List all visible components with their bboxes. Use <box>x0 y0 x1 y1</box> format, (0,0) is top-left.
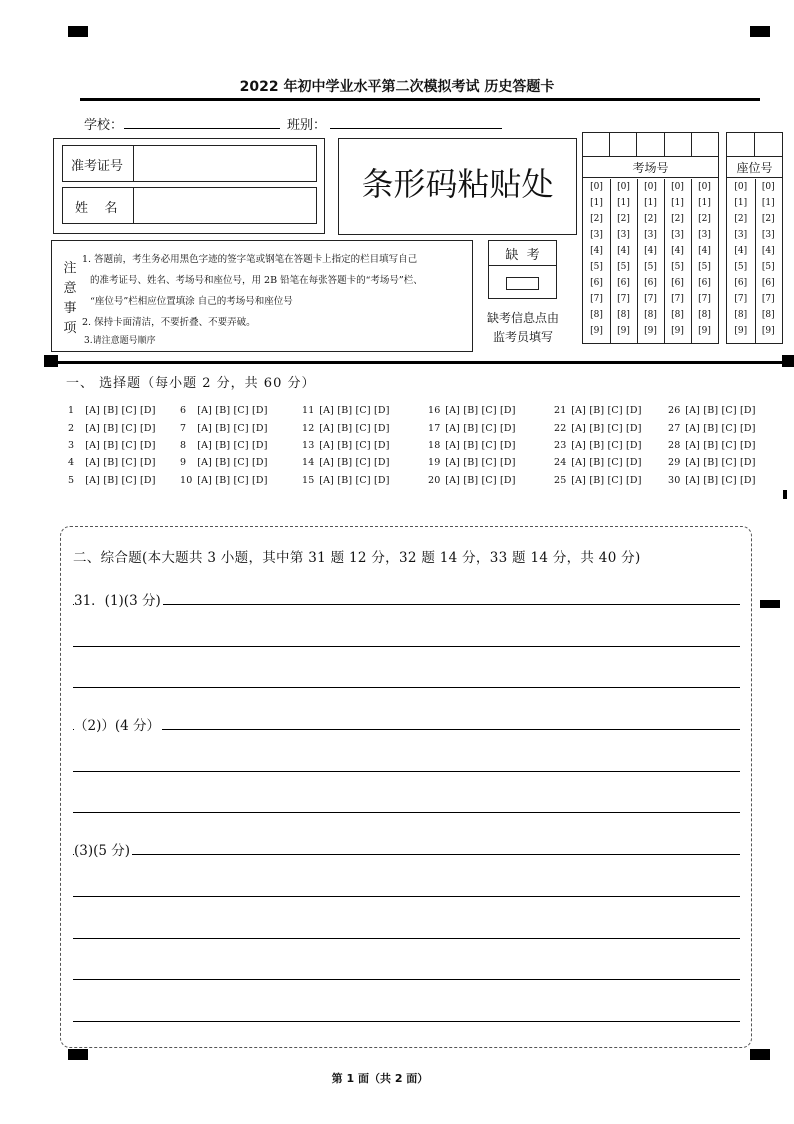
name-field[interactable] <box>62 187 317 224</box>
notice-line: 的准考证号、姓名、考场号和座位号，用 2B 铅笔在每张答题卡的“考场号”栏、 <box>90 275 423 286</box>
exam-number-label: 准考证号 <box>71 159 124 174</box>
digit-column <box>755 179 783 343</box>
mcq-options[interactable]: [A] [B] [C] [D] <box>568 423 642 434</box>
absent-rule <box>489 265 556 266</box>
absent-checkbox[interactable] <box>506 277 539 290</box>
mcq-item[interactable] <box>180 405 268 416</box>
write-cell[interactable] <box>692 133 718 156</box>
mcq-options[interactable]: [A] [B] [C] [D] <box>316 475 390 486</box>
name-label: 姓 名 <box>75 201 118 216</box>
answer-line[interactable] <box>73 646 740 647</box>
mcq-number: 13 <box>302 440 315 451</box>
digit-bubble[interactable]: [4] <box>761 246 775 256</box>
mcq-item[interactable] <box>554 440 642 451</box>
registration-mark <box>750 26 770 37</box>
mcq-options[interactable]: [A] [B] [C] [D] <box>82 423 156 434</box>
seat-write-cells[interactable] <box>727 133 782 157</box>
mcq-number: 16 <box>428 405 441 416</box>
digit-bubble[interactable]: [0] <box>734 182 748 192</box>
mcq-number: 21 <box>554 405 567 416</box>
mcq-number: 6 <box>180 405 187 416</box>
section-divider <box>44 361 794 364</box>
notice-char: 项 <box>63 321 77 336</box>
mcq-options[interactable]: [A] [B] [C] [D] <box>442 457 516 468</box>
mcq-item[interactable] <box>428 423 516 434</box>
barcode-area <box>338 138 577 235</box>
mcq-item[interactable] <box>428 475 516 486</box>
mcq-number: 9 <box>180 457 187 468</box>
name-divider <box>133 188 134 223</box>
registration-mark <box>68 1049 88 1060</box>
notice-char: 注 <box>63 261 77 276</box>
mcq-number: 2 <box>68 423 75 434</box>
notice-char: 事 <box>63 301 77 316</box>
mcq-number: 7 <box>180 423 187 434</box>
room-write-cells[interactable] <box>583 133 718 157</box>
mcq-options[interactable]: [A] [B] [C] [D] <box>194 405 268 416</box>
seat-bubbles <box>727 179 782 343</box>
digit-bubble[interactable]: [4] <box>644 246 657 256</box>
digit-bubble[interactable]: [8] <box>617 310 630 320</box>
answer-line[interactable] <box>73 729 740 730</box>
mcq-options[interactable]: [A] [B] [C] [D] <box>568 475 642 486</box>
mcq-number: 23 <box>554 440 567 451</box>
answer-line[interactable] <box>73 771 740 772</box>
digit-column <box>583 179 611 343</box>
digit-bubble[interactable]: [8] <box>734 310 748 320</box>
digit-bubble[interactable]: [5] <box>761 262 775 272</box>
class-label: 班别： <box>287 118 327 133</box>
digit-bubble[interactable]: [2] <box>671 214 684 224</box>
digit-bubble[interactable]: [0] <box>617 182 630 192</box>
room-label-rule <box>583 177 718 178</box>
q31-part3-label: (3)(5 分) <box>74 839 132 859</box>
notice-line: 3.请注意题号顺序 <box>84 336 156 346</box>
seat-label: 座位号 <box>736 161 773 175</box>
mcq-number: 28 <box>668 440 681 451</box>
digit-column <box>727 179 756 343</box>
mcq-item[interactable] <box>180 457 268 468</box>
mcq-item[interactable] <box>554 475 642 486</box>
mcq-item[interactable] <box>302 423 390 434</box>
mcq-item[interactable] <box>668 423 756 434</box>
mcq-item[interactable] <box>68 405 156 416</box>
mcq-options[interactable]: [A] [B] [C] [D] <box>442 475 516 486</box>
digit-bubble[interactable]: [4] <box>698 246 711 256</box>
registration-mark <box>68 26 88 37</box>
page-footer: 第 1 面（共 2 面） <box>331 1072 429 1085</box>
digit-bubble[interactable]: [7] <box>671 294 684 304</box>
mcq-options[interactable]: [A] [B] [C] [D] <box>316 457 390 468</box>
page-title: 2022 年初中学业水平第二次模拟考试 历史答题卡 <box>239 79 555 95</box>
digit-bubble[interactable]: [3] <box>698 230 711 240</box>
absent-box <box>488 240 557 299</box>
answer-line[interactable] <box>73 938 740 939</box>
mcq-item[interactable] <box>428 457 516 468</box>
digit-bubble[interactable]: [1] <box>698 198 711 208</box>
answer-line[interactable] <box>73 604 740 605</box>
digit-bubble[interactable]: [2] <box>734 214 748 224</box>
digit-bubble[interactable]: [3] <box>734 230 748 240</box>
write-cell[interactable] <box>610 133 637 156</box>
mcq-number: 10 <box>180 475 193 486</box>
q31-part1-label: 31．(1)(3 分) <box>74 589 163 609</box>
digit-bubble[interactable]: [9] <box>734 326 748 336</box>
mcq-item[interactable] <box>668 475 756 486</box>
digit-bubble[interactable]: [0] <box>590 182 603 192</box>
mcq-item[interactable] <box>668 440 756 451</box>
digit-bubble[interactable]: [9] <box>671 326 684 336</box>
mcq-item[interactable] <box>668 457 756 468</box>
digit-bubble[interactable]: [5] <box>644 262 657 272</box>
digit-bubble[interactable]: [0] <box>698 182 711 192</box>
digit-bubble[interactable]: [1] <box>761 198 775 208</box>
answer-line[interactable] <box>73 854 740 855</box>
digit-bubble[interactable]: [6] <box>734 278 748 288</box>
digit-bubble[interactable]: [4] <box>617 246 630 256</box>
digit-bubble[interactable]: [1] <box>671 198 684 208</box>
mcq-options[interactable]: [A] [B] [C] [D] <box>194 423 268 434</box>
mcq-number: 14 <box>302 457 315 468</box>
notice-line: 1. 答题前，考生务必用黑色字迹的签字笔或钢笔在答题卡上指定的栏目填写自己 <box>82 254 418 265</box>
answer-line[interactable] <box>73 687 740 688</box>
mcq-number: 4 <box>68 457 75 468</box>
digit-bubble[interactable]: [3] <box>644 230 657 240</box>
notice-line: “座位号”栏相应位置填涂 自己的考场号和座位号 <box>90 296 293 307</box>
digit-bubble[interactable]: [5] <box>734 262 748 272</box>
mcq-options[interactable]: [A] [B] [C] [D] <box>82 475 156 486</box>
digit-bubble[interactable]: [6] <box>698 278 711 288</box>
digit-bubble[interactable]: [0] <box>761 182 775 192</box>
mcq-options[interactable]: [A] [B] [C] [D] <box>194 475 268 486</box>
digit-bubble[interactable]: [6] <box>617 278 630 288</box>
digit-bubble[interactable]: [1] <box>734 198 748 208</box>
mcq-options[interactable]: [A] [B] [C] [D] <box>682 475 756 486</box>
digit-bubble[interactable]: [6] <box>644 278 657 288</box>
digit-bubble[interactable]: [9] <box>698 326 711 336</box>
mcq-number: 19 <box>428 457 441 468</box>
mcq-item[interactable] <box>554 423 642 434</box>
mcq-options[interactable]: [A] [B] [C] [D] <box>568 440 642 451</box>
section2-title: 二、综合题(本大题共 3 小题，其中第 31 题 12 分，32 题 14 分，33 题 14 分，共 40 分) <box>73 550 641 566</box>
mcq-number: 29 <box>668 457 681 468</box>
mcq-number: 8 <box>180 440 187 451</box>
digit-bubble[interactable]: [5] <box>671 262 684 272</box>
digit-bubble[interactable]: [0] <box>671 182 684 192</box>
digit-bubble[interactable]: [3] <box>761 230 775 240</box>
mcq-number: 27 <box>668 423 681 434</box>
answer-line[interactable] <box>73 979 740 980</box>
digit-bubble[interactable]: [8] <box>698 310 711 320</box>
mcq-item[interactable] <box>302 405 390 416</box>
digit-bubble[interactable]: [2] <box>590 214 603 224</box>
mcq-item[interactable] <box>554 405 642 416</box>
digit-bubble[interactable]: [7] <box>617 294 630 304</box>
mcq-item[interactable] <box>180 423 268 434</box>
notice-text <box>82 249 468 350</box>
seat-grid <box>726 132 783 344</box>
digit-bubble[interactable]: [8] <box>761 310 775 320</box>
mcq-options[interactable]: [A] [B] [C] [D] <box>82 457 156 468</box>
seat-label-rule <box>727 177 782 178</box>
mcq-options[interactable]: [A] [B] [C] [D] <box>682 423 756 434</box>
digit-bubble[interactable]: [8] <box>644 310 657 320</box>
digit-bubble[interactable]: [3] <box>671 230 684 240</box>
digit-bubble[interactable]: [6] <box>761 278 775 288</box>
notice-line: 2. 保持卡面清洁，不要折叠、不要弄破。 <box>82 317 256 328</box>
digit-bubble[interactable]: [8] <box>590 310 603 320</box>
mcq-item[interactable] <box>428 405 516 416</box>
barcode-label: 条形码粘贴处 <box>361 165 554 203</box>
digit-bubble[interactable]: [7] <box>734 294 748 304</box>
digit-bubble[interactable]: [4] <box>671 246 684 256</box>
mcq-number: 12 <box>302 423 315 434</box>
mcq-item[interactable] <box>180 440 268 451</box>
mcq-item[interactable] <box>554 457 642 468</box>
mcq-options[interactable]: [A] [B] [C] [D] <box>82 405 156 416</box>
school-field[interactable] <box>84 114 123 133</box>
digit-column <box>691 179 718 343</box>
mcq-options[interactable]: [A] [B] [C] [D] <box>442 440 516 451</box>
digit-bubble[interactable]: [2] <box>698 214 711 224</box>
school-label: 学校： <box>84 118 124 133</box>
mcq-item[interactable] <box>668 405 756 416</box>
mcq-number: 3 <box>68 440 75 451</box>
mcq-options[interactable]: [A] [B] [C] [D] <box>682 405 756 416</box>
digit-bubble[interactable]: [4] <box>590 246 603 256</box>
digit-bubble[interactable]: [9] <box>644 326 657 336</box>
digit-bubble[interactable]: [6] <box>671 278 684 288</box>
mcq-number: 22 <box>554 423 567 434</box>
digit-bubble[interactable]: [1] <box>644 198 657 208</box>
mcq-item[interactable] <box>302 475 390 486</box>
mcq-number: 5 <box>68 475 75 486</box>
mcq-item[interactable] <box>68 475 156 486</box>
digit-bubble[interactable]: [3] <box>617 230 630 240</box>
write-cell[interactable] <box>727 133 755 156</box>
mcq-item[interactable] <box>68 440 156 451</box>
absent-label: 缺 考 <box>505 248 540 263</box>
registration-mark <box>760 600 780 608</box>
notice-char: 意 <box>63 281 77 296</box>
digit-bubble[interactable]: [3] <box>590 230 603 240</box>
exam-number-field[interactable] <box>62 145 317 182</box>
digit-bubble[interactable]: [9] <box>590 326 603 336</box>
digit-column <box>664 179 692 343</box>
exam-number-divider <box>133 146 134 181</box>
mcq-options[interactable]: [A] [B] [C] [D] <box>82 440 156 451</box>
mcq-number: 25 <box>554 475 567 486</box>
digit-bubble[interactable]: [2] <box>761 214 775 224</box>
mcq-number: 18 <box>428 440 441 451</box>
digit-bubble[interactable]: [5] <box>590 262 603 272</box>
mcq-options[interactable]: [A] [B] [C] [D] <box>316 405 390 416</box>
digit-bubble[interactable]: [4] <box>734 246 748 256</box>
class-underline <box>330 128 502 129</box>
digit-bubble[interactable]: [9] <box>761 326 775 336</box>
digit-bubble[interactable]: [7] <box>698 294 711 304</box>
mcq-number: 15 <box>302 475 315 486</box>
mcq-number: 11 <box>302 405 315 416</box>
q31-part2-label: （2)）(4 分） <box>74 714 162 734</box>
digit-bubble[interactable]: [2] <box>644 214 657 224</box>
mcq-item[interactable] <box>68 457 156 468</box>
mcq-number: 1 <box>68 405 75 416</box>
mcq-options[interactable]: [A] [B] [C] [D] <box>316 440 390 451</box>
write-cell[interactable] <box>637 133 664 156</box>
digit-bubble[interactable]: [9] <box>617 326 630 336</box>
write-cell[interactable] <box>583 133 610 156</box>
mcq-options[interactable]: [A] [B] [C] [D] <box>442 405 516 416</box>
section1-title: 一、 选择题（每小题 2 分，共 60 分） <box>66 376 316 391</box>
answer-line[interactable] <box>73 1021 740 1022</box>
write-cell[interactable] <box>755 133 782 156</box>
answer-line[interactable] <box>73 812 740 813</box>
digit-bubble[interactable]: [7] <box>761 294 775 304</box>
mcq-options[interactable]: [A] [B] [C] [D] <box>442 423 516 434</box>
notice-side-label <box>62 259 78 339</box>
digit-bubble[interactable]: [2] <box>617 214 630 224</box>
mcq-options[interactable]: [A] [B] [C] [D] <box>568 405 642 416</box>
mcq-item[interactable] <box>180 475 268 486</box>
answer-line[interactable] <box>73 896 740 897</box>
digit-bubble[interactable]: [6] <box>590 278 603 288</box>
notice-box <box>51 240 473 352</box>
digit-bubble[interactable]: [5] <box>698 262 711 272</box>
class-field[interactable] <box>287 114 326 133</box>
mcq-options[interactable]: [A] [B] [C] [D] <box>568 457 642 468</box>
digit-bubble[interactable]: [0] <box>644 182 657 192</box>
mcq-number: 17 <box>428 423 441 434</box>
digit-column <box>610 179 638 343</box>
digit-bubble[interactable]: [1] <box>617 198 630 208</box>
mcq-number: 24 <box>554 457 567 468</box>
mcq-options[interactable]: [A] [B] [C] [D] <box>682 440 756 451</box>
registration-mark <box>750 1049 770 1060</box>
mcq-options[interactable]: [A] [B] [C] [D] <box>316 423 390 434</box>
school-underline <box>124 128 280 129</box>
digit-bubble[interactable]: [8] <box>671 310 684 320</box>
digit-bubble[interactable]: [1] <box>590 198 603 208</box>
digit-bubble[interactable]: [5] <box>617 262 630 272</box>
mcq-number: 26 <box>668 405 681 416</box>
mcq-number: 30 <box>668 475 681 486</box>
absent-note-2: 监考员填写 <box>493 330 554 344</box>
mcq-item[interactable] <box>68 423 156 434</box>
room-bubbles <box>583 179 718 343</box>
mcq-grid <box>0 405 794 500</box>
exam-room-grid <box>582 132 719 344</box>
digit-column <box>637 179 665 343</box>
digit-bubble[interactable]: [7] <box>590 294 603 304</box>
room-label: 考场号 <box>632 161 669 175</box>
write-cell[interactable] <box>665 133 692 156</box>
mcq-item[interactable] <box>302 440 390 451</box>
mcq-item[interactable] <box>302 457 390 468</box>
mcq-item[interactable] <box>428 440 516 451</box>
mcq-options[interactable]: [A] [B] [C] [D] <box>194 440 268 451</box>
absent-note-1: 缺考信息点由 <box>487 311 560 325</box>
digit-bubble[interactable]: [7] <box>644 294 657 304</box>
title-rule <box>80 98 760 101</box>
mcq-number: 20 <box>428 475 441 486</box>
mcq-options[interactable]: [A] [B] [C] [D] <box>682 457 756 468</box>
mcq-options[interactable]: [A] [B] [C] [D] <box>194 457 268 468</box>
